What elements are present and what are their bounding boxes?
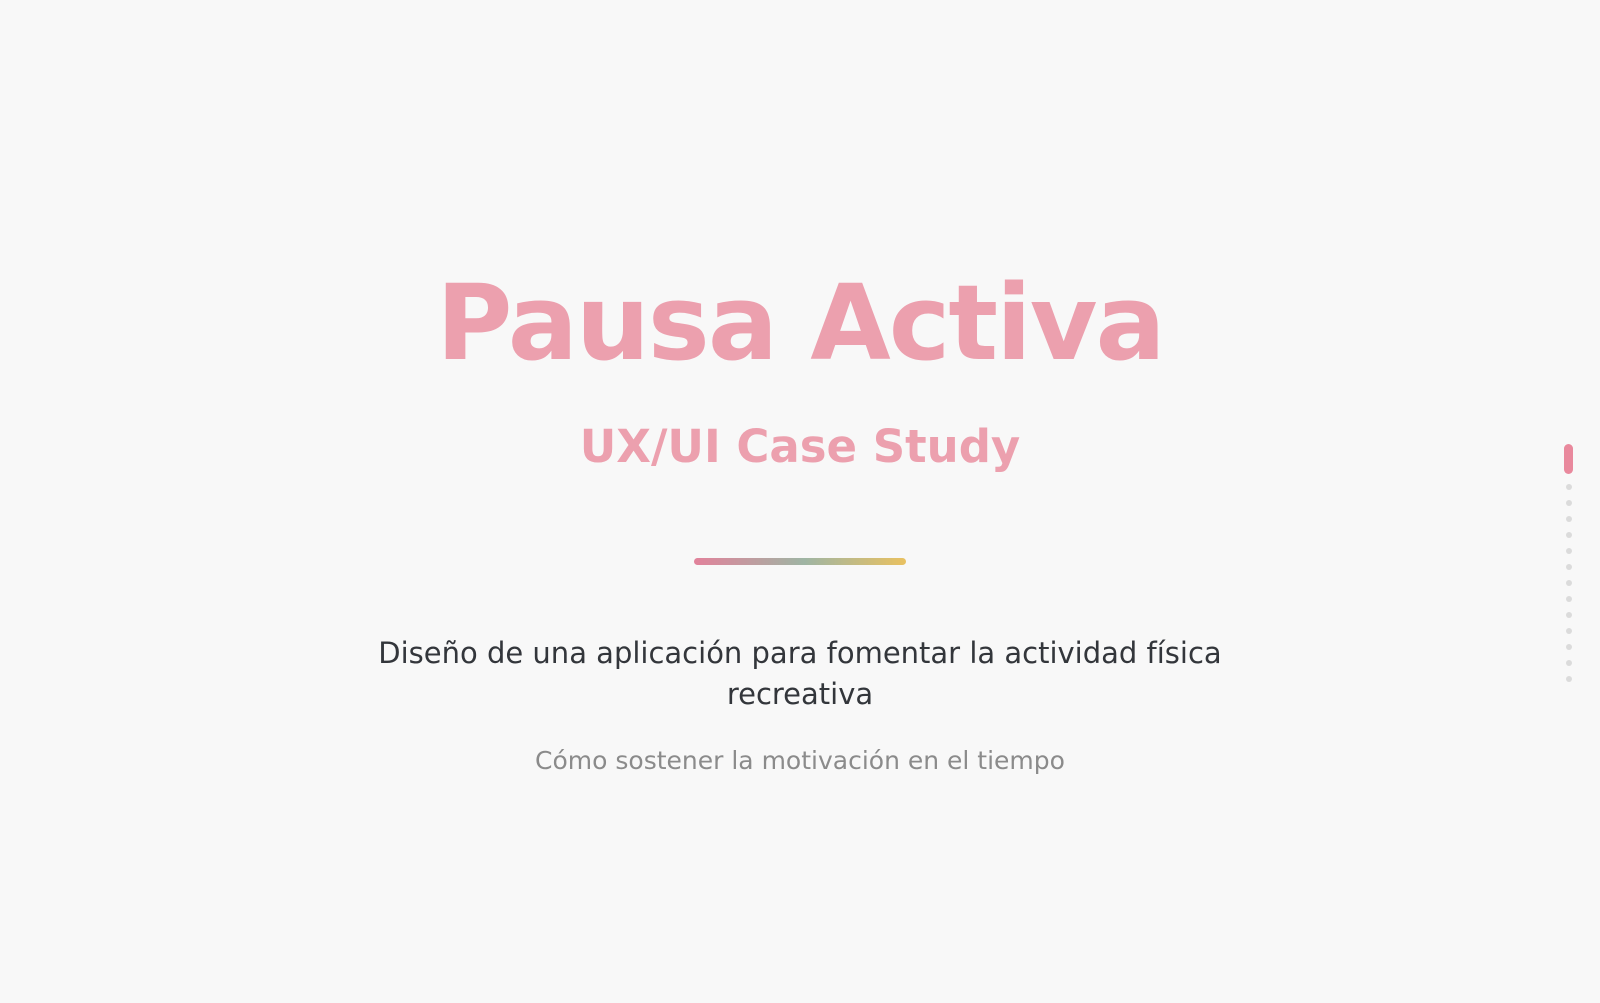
pagination-dot[interactable] bbox=[1566, 612, 1572, 618]
pagination-dot[interactable] bbox=[1566, 548, 1572, 554]
slide-tagline: Cómo sostener la motivación en el tiempo bbox=[535, 746, 1065, 775]
slide-title: Pausa Activa bbox=[436, 262, 1164, 384]
slide-subtitle: UX/UI Case Study bbox=[579, 420, 1021, 473]
pagination-dot[interactable] bbox=[1566, 532, 1572, 538]
pagination-dot[interactable] bbox=[1566, 596, 1572, 602]
pagination-dot[interactable] bbox=[1566, 628, 1572, 634]
pagination-active-indicator[interactable] bbox=[1564, 444, 1573, 474]
pagination-dot[interactable] bbox=[1566, 580, 1572, 586]
pagination-dot[interactable] bbox=[1566, 484, 1572, 490]
pagination-dot[interactable] bbox=[1566, 660, 1572, 666]
slide-description: Diseño de una aplicación para fomentar la actividad física recreativa bbox=[378, 636, 1222, 712]
pagination-dot[interactable] bbox=[1566, 676, 1572, 682]
pagination-dot[interactable] bbox=[1566, 564, 1572, 570]
pagination-dot[interactable] bbox=[1566, 644, 1572, 650]
gradient-divider bbox=[694, 558, 906, 565]
pagination-dot[interactable] bbox=[1566, 516, 1572, 522]
pagination-dot[interactable] bbox=[1566, 500, 1572, 506]
slide-pagination bbox=[1564, 444, 1573, 682]
